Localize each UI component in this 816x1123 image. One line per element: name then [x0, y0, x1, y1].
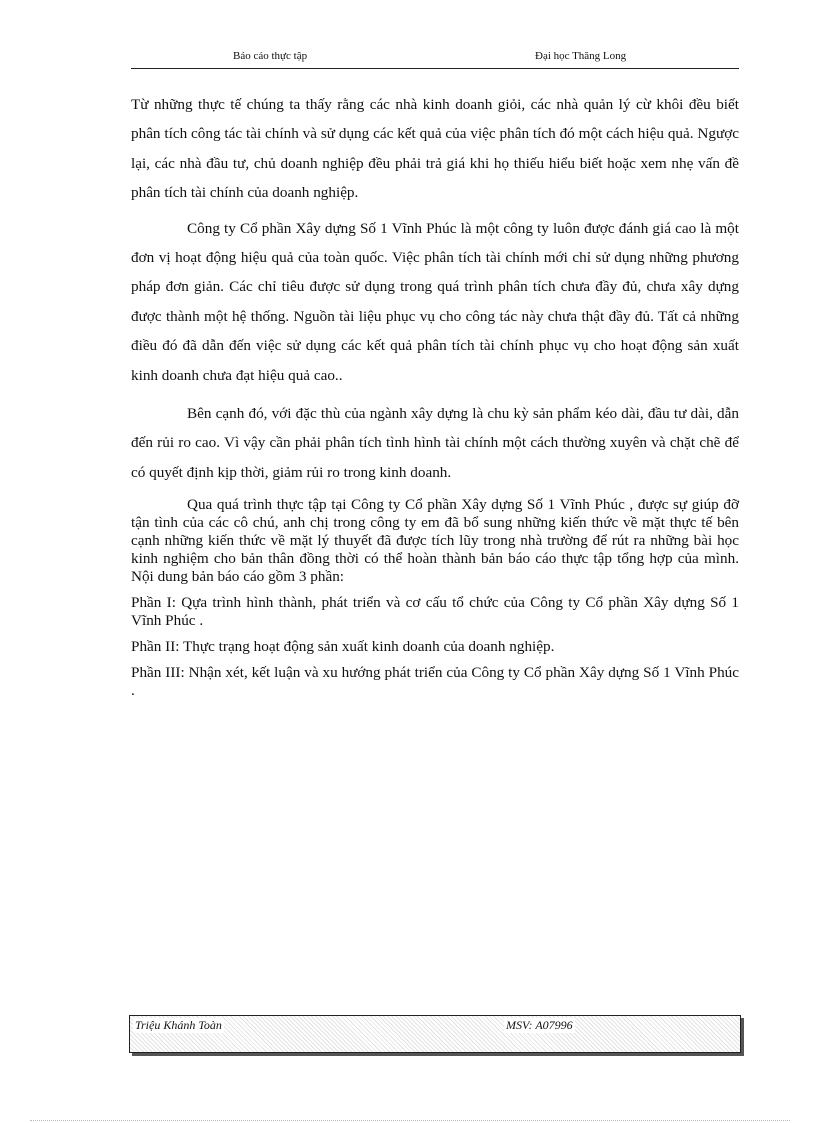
section-part-1: Phần I: Qựa trình hình thành, phát triển và cơ cấu tổ chức của Công ty Cổ phần Xây dựng Số 1 Vĩnh Phúc . — [131, 594, 739, 630]
paragraph-intro: Từ những thực tế chúng ta thấy rằng các nhà kinh doanh giỏi, các nhà quản lý cừ khôi đều biết phân tích công tác tài chính và sử dụng các kết quả của việc phân tích đó một cách hiệu quả. Ngược lại, các nhà đầu tư, chủ doanh nghiệp đều phải trả giá khi họ thiếu hiểu biết hoặc xem nhẹ vấn đề phân tích tài chính của doanh nghiệp. — [131, 96, 739, 202]
header-university: Đại học Thăng Long — [535, 50, 627, 62]
section-part-2: Phần II: Thực trạng hoạt động sản xuất kinh doanh của doanh nghiệp. — [131, 638, 555, 656]
section-part-3: Phần III: Nhận xét, kết luận và xu hướng phát triển của Công ty Cổ phần Xây dựng Số 1 Vĩnh Phúc . — [131, 664, 739, 700]
footer-author-name: Triệu Khánh Toàn — [135, 1018, 222, 1032]
paragraph-company: Công ty Cổ phần Xây dựng Số 1 Vĩnh Phúc là một công ty luôn được đánh giá cao là một đơn vị hoạt động hiệu quả của toàn quốc. Việc phân tích tài chính mới chỉ sử dụng những phương pháp đơn giản. Các chỉ tiêu được sử dụng trong quá trình phân tích chưa đầy đủ, chưa xây dựng được thành một hệ thống. Nguồn tài liệu phục vụ cho công tác này chưa thật đầy đủ. Tất cả những điều đó đã dẫn đến việc sử dụng các kết quả phân tích tài chính phục vụ cho hoạt động sản xuất kinh doanh chưa đạt hiệu quả cao.. — [131, 219, 739, 384]
footer-student-id: MSV: A07996 — [506, 1018, 573, 1032]
paragraph-construction: Bên cạnh đó, với đặc thù của ngành xây dựng là chu kỳ sản phẩm kéo dài, đầu tư dài, dẫn đến rủi ro cao. Vì vậy cần phải phân tích tình hình tài chính một cách thường xuyên và chặt chẽ để có quyết định kịp thời, giảm rủi ro trong kinh doanh. — [131, 405, 739, 481]
document-body — [131, 90, 739, 700]
page-bottom-divider — [30, 1120, 790, 1121]
page-footer — [129, 1015, 741, 1053]
header-report-title: Báo cáo thực tập — [233, 50, 308, 62]
paragraph-internship: Qua quá trình thực tập tại Công ty Cổ phần Xây dựng Số 1 Vĩnh Phúc , được sự giúp đỡ tận tình của các cô chú, anh chị trong công ty em đã bổ sung những kiến thức về mặt thực tế bên cạnh những kiến thức về mặt lý thuyết đã được tích lũy trong nhà trường để rút ra những bài học kinh nghiệm cho bản thân đồng thời có thể hoàn thành bản báo cáo thực tập tổng hợp của mình. Nội dung bản báo cáo gồm 3 phần: — [131, 496, 739, 586]
page-header — [131, 48, 739, 69]
